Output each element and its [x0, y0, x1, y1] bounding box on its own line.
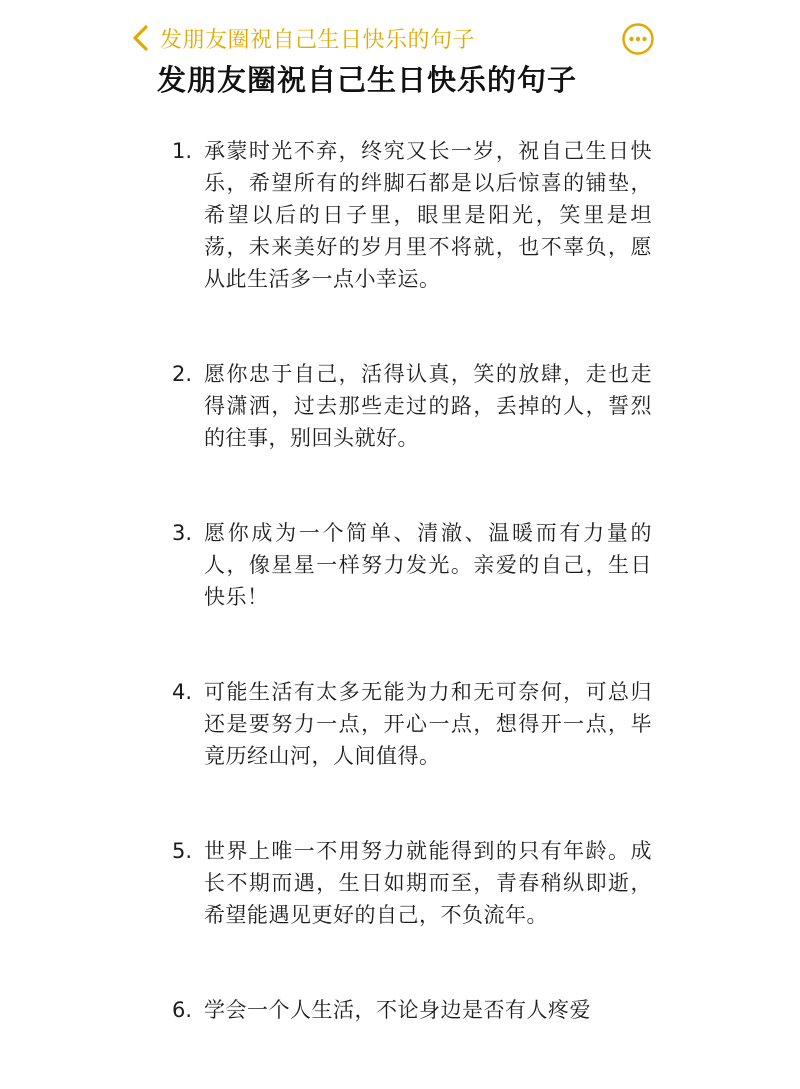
list-item-number: 3.	[172, 521, 193, 545]
list-item-number: 5.	[172, 839, 193, 863]
list-item-text: 愿你成为一个简单、清澈、温暖而有力量的人，像星星一样努力发光。亲爱的自己，生日快乐！	[204, 521, 652, 609]
list-item-text: 承蒙时光不弃，终究又长一岁，祝自己生日快乐，希望所有的绊脚石都是以后惊喜的铺垫，希望以后的日子里，眼里是阳光，笑里是坦荡，未来美好的岁月里不将就，也不辜负，愿从此生活多一点小幸运。	[204, 139, 652, 291]
list-item	[172, 135, 652, 295]
list-item-number: 6.	[172, 998, 193, 1022]
list-item-number: 4.	[172, 680, 193, 704]
list-item-number: 2.	[172, 362, 193, 386]
more-horizontal-circle-icon	[621, 22, 655, 56]
list-item	[172, 676, 652, 772]
list-item	[172, 835, 652, 931]
list-item	[172, 517, 652, 613]
list-item-text: 学会一个人生活，不论身边是否有人疼爱	[204, 998, 591, 1022]
nav-bar	[0, 14, 800, 62]
more-button[interactable]	[621, 22, 655, 56]
note-list	[172, 135, 652, 1089]
list-item-text: 可能生活有太多无能为力和无可奈何，可总归还是要努力一点，开心一点，想得开一点，毕竟历经山河，人间值得。	[204, 680, 652, 768]
chevron-left-icon	[130, 23, 152, 53]
list-item	[172, 994, 652, 1026]
list-item	[172, 358, 652, 454]
back-button-label: 发朋友圈祝自己生日快乐的句子	[160, 27, 476, 53]
back-button[interactable]	[130, 14, 475, 62]
list-item-text: 世界上唯一不用努力就能得到的只有年龄。成长不期而遇，生日如期而至，青春稍纵即逝，希望能遇见更好的自己，不负流年。	[204, 839, 652, 927]
list-item-text: 愿你忠于自己，活得认真，笑的放肆，走也走得潇洒，过去那些走过的路，丢掉的人，誓烈的往事，别回头就好。	[204, 362, 652, 450]
note-title: 发朋友圈祝自己生日快乐的句子	[157, 63, 578, 97]
list-item-number: 1.	[172, 139, 193, 163]
